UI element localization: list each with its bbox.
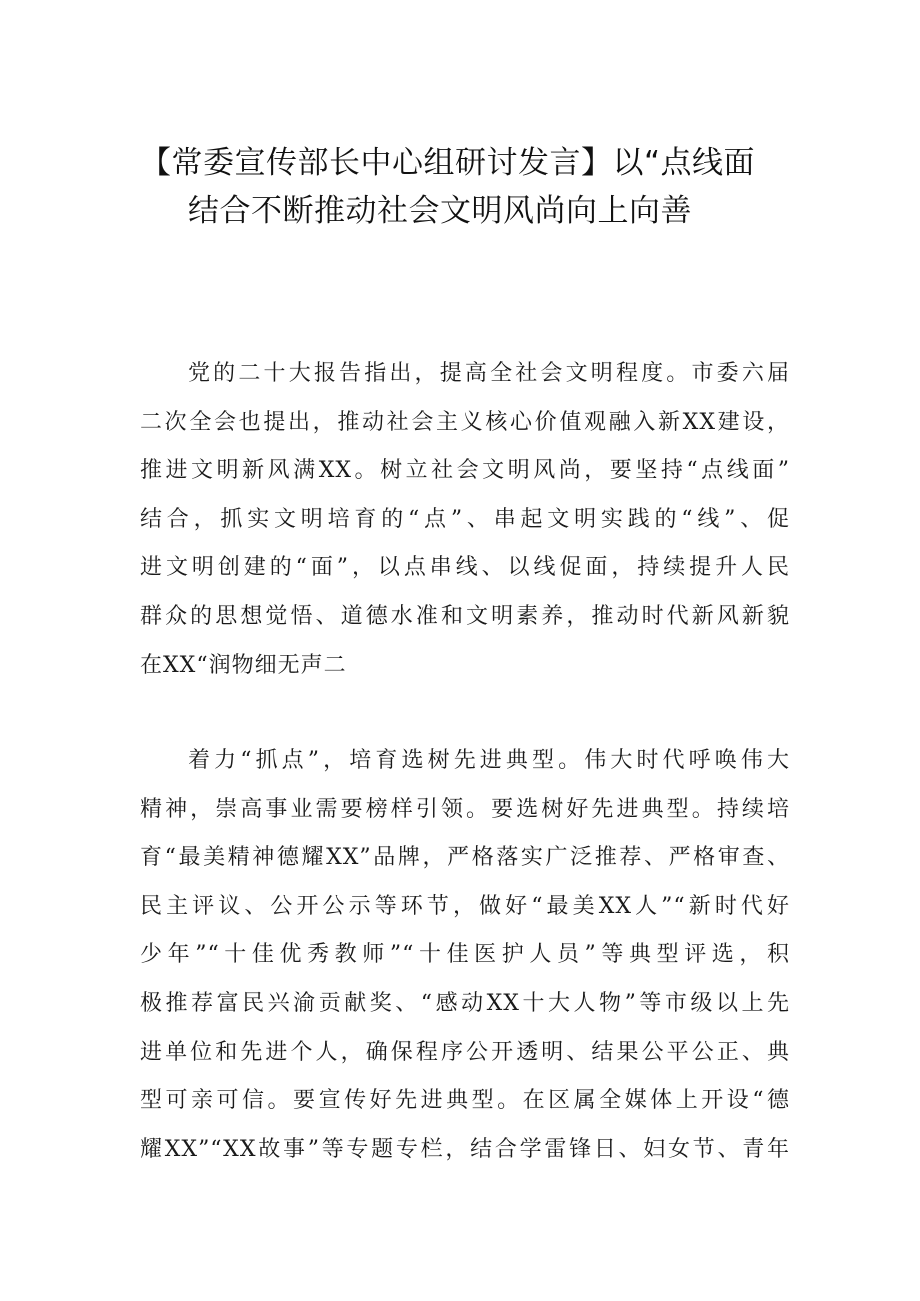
- paragraph-line: 民主评议、公开公示等环节，做好“最美XX人”“新时代好: [140, 893, 790, 919]
- paragraph-line: 进文明创建的“面”，以点串线、以线促面，持续提升人民: [140, 555, 790, 581]
- paragraph-2: [140, 737, 790, 1174]
- paragraph-line: 育“最美精神德耀XX”品牌，严格落实广泛推荐、严格审查、: [140, 845, 790, 871]
- paragraph-line: 群众的思想觉悟、道德水准和文明素养，推动时代新风新貌: [140, 603, 790, 629]
- paragraph-line: 型可亲可信。要宣传好先进典型。在区属全媒体上开设“德: [140, 1088, 790, 1114]
- paragraph-line: 结合，抓实文明培育的“点”、串起文明实践的“线”、促: [140, 506, 790, 532]
- paragraph-line: 少年”“十佳优秀教师”“十佳医护人员”等典型评选，积: [140, 942, 790, 968]
- paragraph-line: 二次全会也提出，推动社会主义核心价值观融入新XX建设，: [140, 409, 790, 435]
- paragraph-line: 在XX“润物细无声二: [140, 652, 347, 678]
- title-line-2: 结合不断推动社会文明风尚向上向善: [188, 193, 692, 229]
- title-line-1: 【常委宣传部长中心组研讨发言】以“点线面: [140, 145, 756, 181]
- paragraph-line: 精神，崇高事业需要榜样引领。要选树好先进典型。持续培: [140, 796, 790, 822]
- paragraph-line: 着力“抓点”，培育选树先进典型。伟大时代呼唤伟大: [188, 748, 790, 773]
- paragraph-line: 进单位和先进个人，确保程序公开透明、结果公平公正、典: [140, 1039, 790, 1065]
- paragraph-line: 党的二十大报告指出，提高全社会文明程度。市委六届: [188, 361, 790, 386]
- paragraph-1: [140, 350, 790, 690]
- paragraph-line: 耀XX”“XX故事”等专题专栏，结合学雷锋日、妇女节、青年: [140, 1136, 790, 1162]
- paragraph-line: 推进文明新风满XX。树立社会文明风尚，要坚持“点线面”: [140, 458, 790, 484]
- paragraph-line: 极推荐富民兴渝贡献奖、“感动XX十大人物”等市级以上先: [140, 990, 790, 1016]
